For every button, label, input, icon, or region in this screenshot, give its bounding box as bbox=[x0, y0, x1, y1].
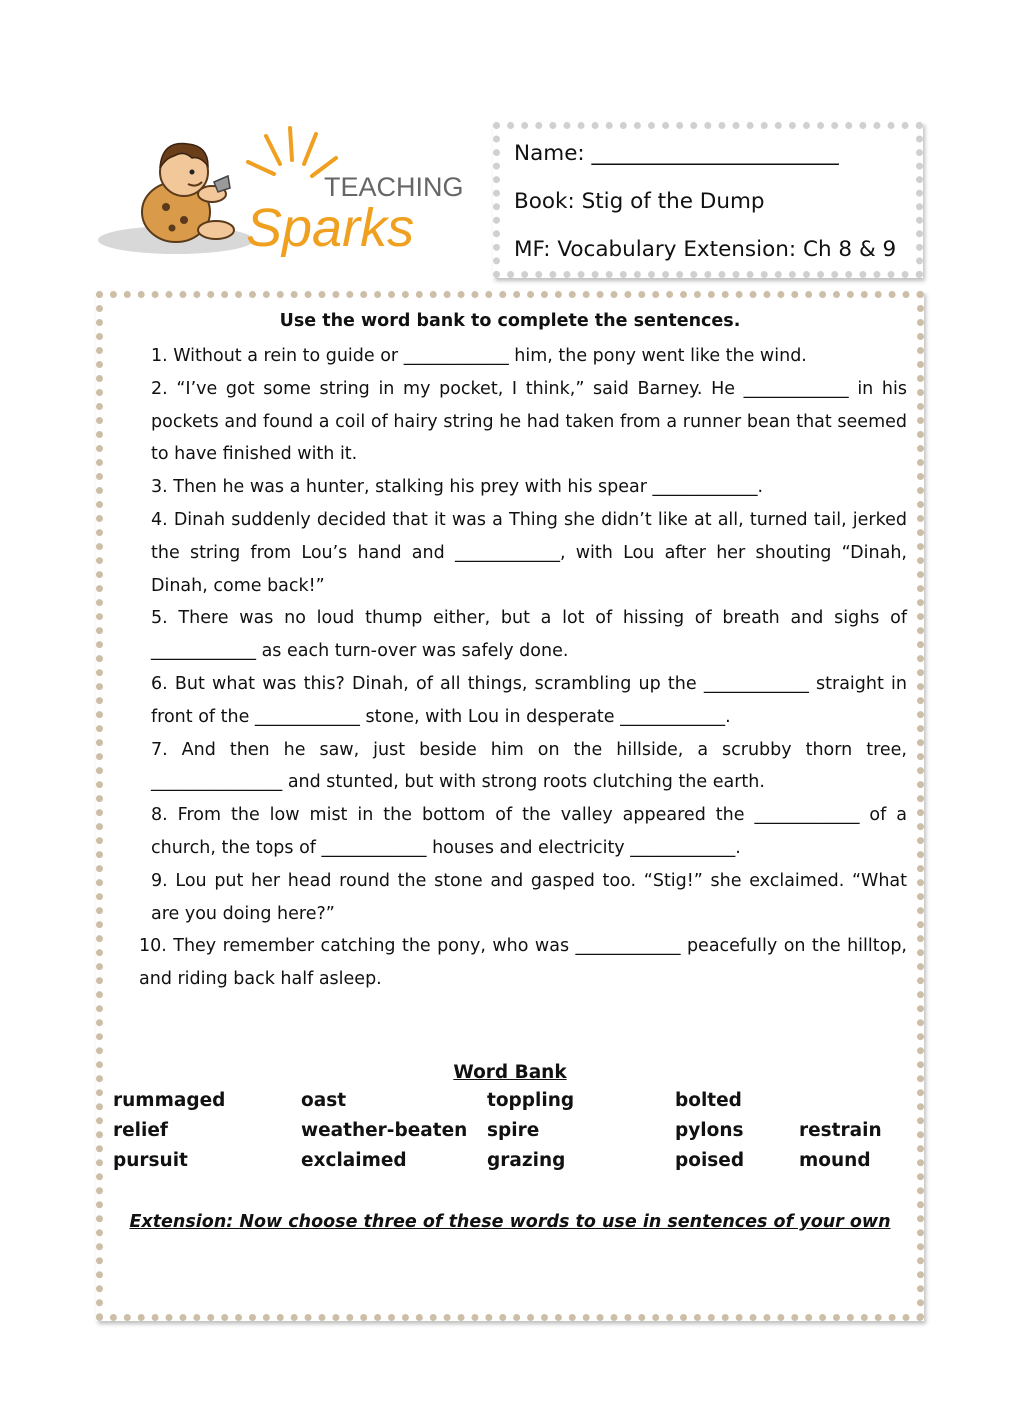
worksheet-frame bbox=[96, 291, 924, 1321]
name-field-label: Name: _______________________ bbox=[514, 141, 839, 166]
word-bank-word: exclaimed bbox=[301, 1150, 407, 1171]
header-info-box bbox=[493, 122, 923, 278]
word-bank-word: restrain bbox=[799, 1120, 882, 1141]
extension-instruction: Extension: Now choose three of these words to use in sentences of your own bbox=[129, 1212, 891, 1232]
word-bank-word: bolted bbox=[675, 1090, 742, 1111]
worksheet-subtitle: MF: Vocabulary Extension: Ch 8 & 9 bbox=[514, 237, 897, 262]
question-7: 7. And then he saw, just beside him on the hillside, a scrubby thorn tree, _______________ and stunted, but with strong roots clutching the earth. bbox=[151, 739, 907, 793]
word-bank-grid bbox=[113, 1090, 903, 1186]
word-bank-word: relief bbox=[113, 1120, 168, 1141]
question-9: 9. Lou put her head round the stone and gasped too. “Stig!” she exclaimed. “What are you doing here?” bbox=[151, 870, 907, 924]
word-bank-word: spire bbox=[487, 1120, 540, 1141]
teaching-sparks-logo bbox=[96, 122, 476, 272]
logo-brand-top: TEACHING bbox=[324, 172, 464, 202]
question-2: 2. “I’ve got some string in my pocket, I think,” said Barney. He ____________ in his pockets and found a coil of hairy string he had taken from a runner bean that seemed to have finished with it. bbox=[151, 378, 907, 465]
word-bank-word: grazing bbox=[487, 1150, 566, 1171]
question-10: 10. They remember catching the pony, who was ____________ peacefully on the hilltop, and riding back half asleep. bbox=[139, 936, 907, 990]
word-bank-word: pylons bbox=[675, 1120, 744, 1141]
word-bank-word: poised bbox=[675, 1150, 745, 1171]
question-8: 8. From the low mist in the bottom of the valley appeared the ____________ of a church, the tops of ____________ houses and electricity ____________. bbox=[151, 805, 907, 858]
logo-graphic bbox=[96, 122, 476, 272]
word-bank-word: rummaged bbox=[113, 1090, 226, 1111]
word-bank-title: Word Bank bbox=[453, 1062, 567, 1083]
logo-brand-bottom: Sparks bbox=[246, 198, 415, 258]
book-title: Book: Stig of the Dump bbox=[514, 189, 765, 214]
question-list bbox=[139, 340, 907, 996]
word-bank-word: weather-beaten bbox=[301, 1120, 468, 1141]
question-5: 5. There was no loud thump either, but a lot of hissing of breath and sighs of ____________ as each turn-over was safely done. bbox=[151, 608, 907, 662]
question-4: 4. Dinah suddenly decided that it was a Thing she didn’t like at all, turned tail, jerked the string from Lou’s hand and ____________, with Lou after her shouting “Dinah, Dinah, come back!” bbox=[151, 509, 907, 596]
instructions: Use the word bank to complete the sentences. bbox=[279, 311, 741, 331]
word-bank-word: pursuit bbox=[113, 1150, 188, 1171]
question-6: 6. But what was this? Dinah, of all things, scrambling up the ____________ straight in front of the ____________ stone, with Lou in desperate ____________. bbox=[151, 673, 907, 727]
word-bank-word: mound bbox=[799, 1150, 871, 1171]
word-bank-word: oast bbox=[301, 1090, 347, 1111]
word-bank-word: toppling bbox=[487, 1090, 575, 1111]
question-1: 1. Without a rein to guide or ____________ him, the pony went like the wind. bbox=[151, 346, 807, 366]
question-3: 3. Then he was a hunter, stalking his prey with his spear ____________. bbox=[151, 477, 764, 498]
